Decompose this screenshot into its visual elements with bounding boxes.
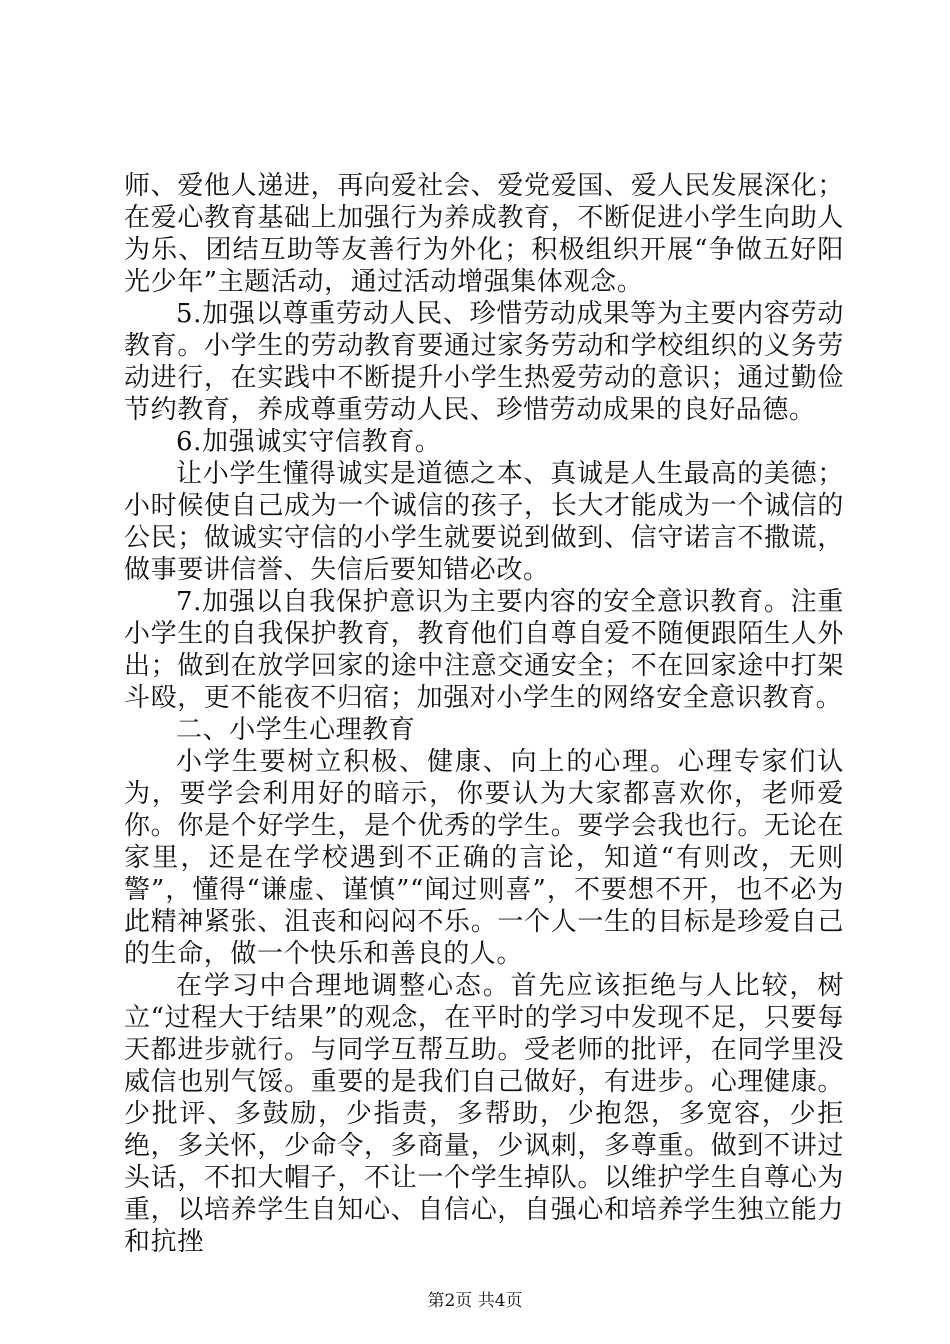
page-number-footer: 第2页 共4页 <box>427 1291 523 1311</box>
paragraph-4: 让小学生懂得诚实是道德之本、真诚是人生最高的美德；小时候使自己成为一个诚信的孩子，长大才能成为一个诚信的公民；做诚实守信的小学生就要说到做到、信守诺言不撒谎，做事要讲信誉、失信后要知错必改。 <box>124 459 844 585</box>
paragraph-3: 6.加强诚实守信教育。 <box>176 427 442 457</box>
paragraph-5: 7.加强以自我保护意识为主要内容的安全意识教育。注重小学生的自我保护教育，教育他们自尊自爱不随便跟陌生人外出；做到在放学回家的途中注意交通安全；不在回家途中打架斗殴，更不能夜不归宿；加强对小学生的网络安全意识教育。 <box>124 587 844 713</box>
paragraph-2: 5.加强以尊重劳动人民、珍惜劳动成果等为主要内容劳动教育。小学生的劳动教育要通过家务劳动和学校组织的义务劳动进行，在实践中不断提升小学生热爱劳动的意识；通过勤俭节约教育，养成尊重劳动人民、珍惜劳动成果的良好品德。 <box>124 299 844 425</box>
section-heading: 二、小学生心理教育 <box>176 715 416 745</box>
paragraph-1: 师、爱他人递进，再向爱社会、爱党爱国、爱人民发展深化；在爱心教育基础上加强行为养成教育，不断促进小学生向助人为乐、团结互助等友善行为外化；积极组织开展“争做五好阳光少年”主题活动，通过活动增强集体观念。 <box>124 171 844 297</box>
paragraph-6: 小学生要树立积极、健康、向上的心理。心理专家们认为，要学会利用好的暗示，你要认为大家都喜欢你，老师爱你。你是个好学生，是个优秀的学生。要学会我也行。无论在家里，还是在学校遇到不正确的言论，知道“有则改，无则警”，懂得“谦虚、谨慎”“闻过则喜”，不要想不开，也不必为此精神紧张、沮丧和闷闷不乐。一个人一生的目标是珍爱自己的生命，做一个快乐和善良的人。 <box>124 747 844 969</box>
document-body <box>124 170 844 1258</box>
paragraph-7: 在学习中合理地调整心态。首先应该拒绝与人比较，树立“过程大于结果”的观念，在平时的学习中发现不足，只要每天都进步就行。与同学互帮互助。受老师的批评，在同学里没威信也别气馁。重要的是我们自己做好，有进步。心理健康。少批评、多鼓励，少指责，多帮助，少抱怨，多宽容，少拒绝，多关怀，少命令，多商量，少讽刺，多尊重。做到不讲过头话，不扣大帽子，不让一个学生掉队。以维护学生自尊心为重，以培养学生自知心、自信心，自强心和培养学生独立能力和抗挫 <box>124 971 844 1257</box>
